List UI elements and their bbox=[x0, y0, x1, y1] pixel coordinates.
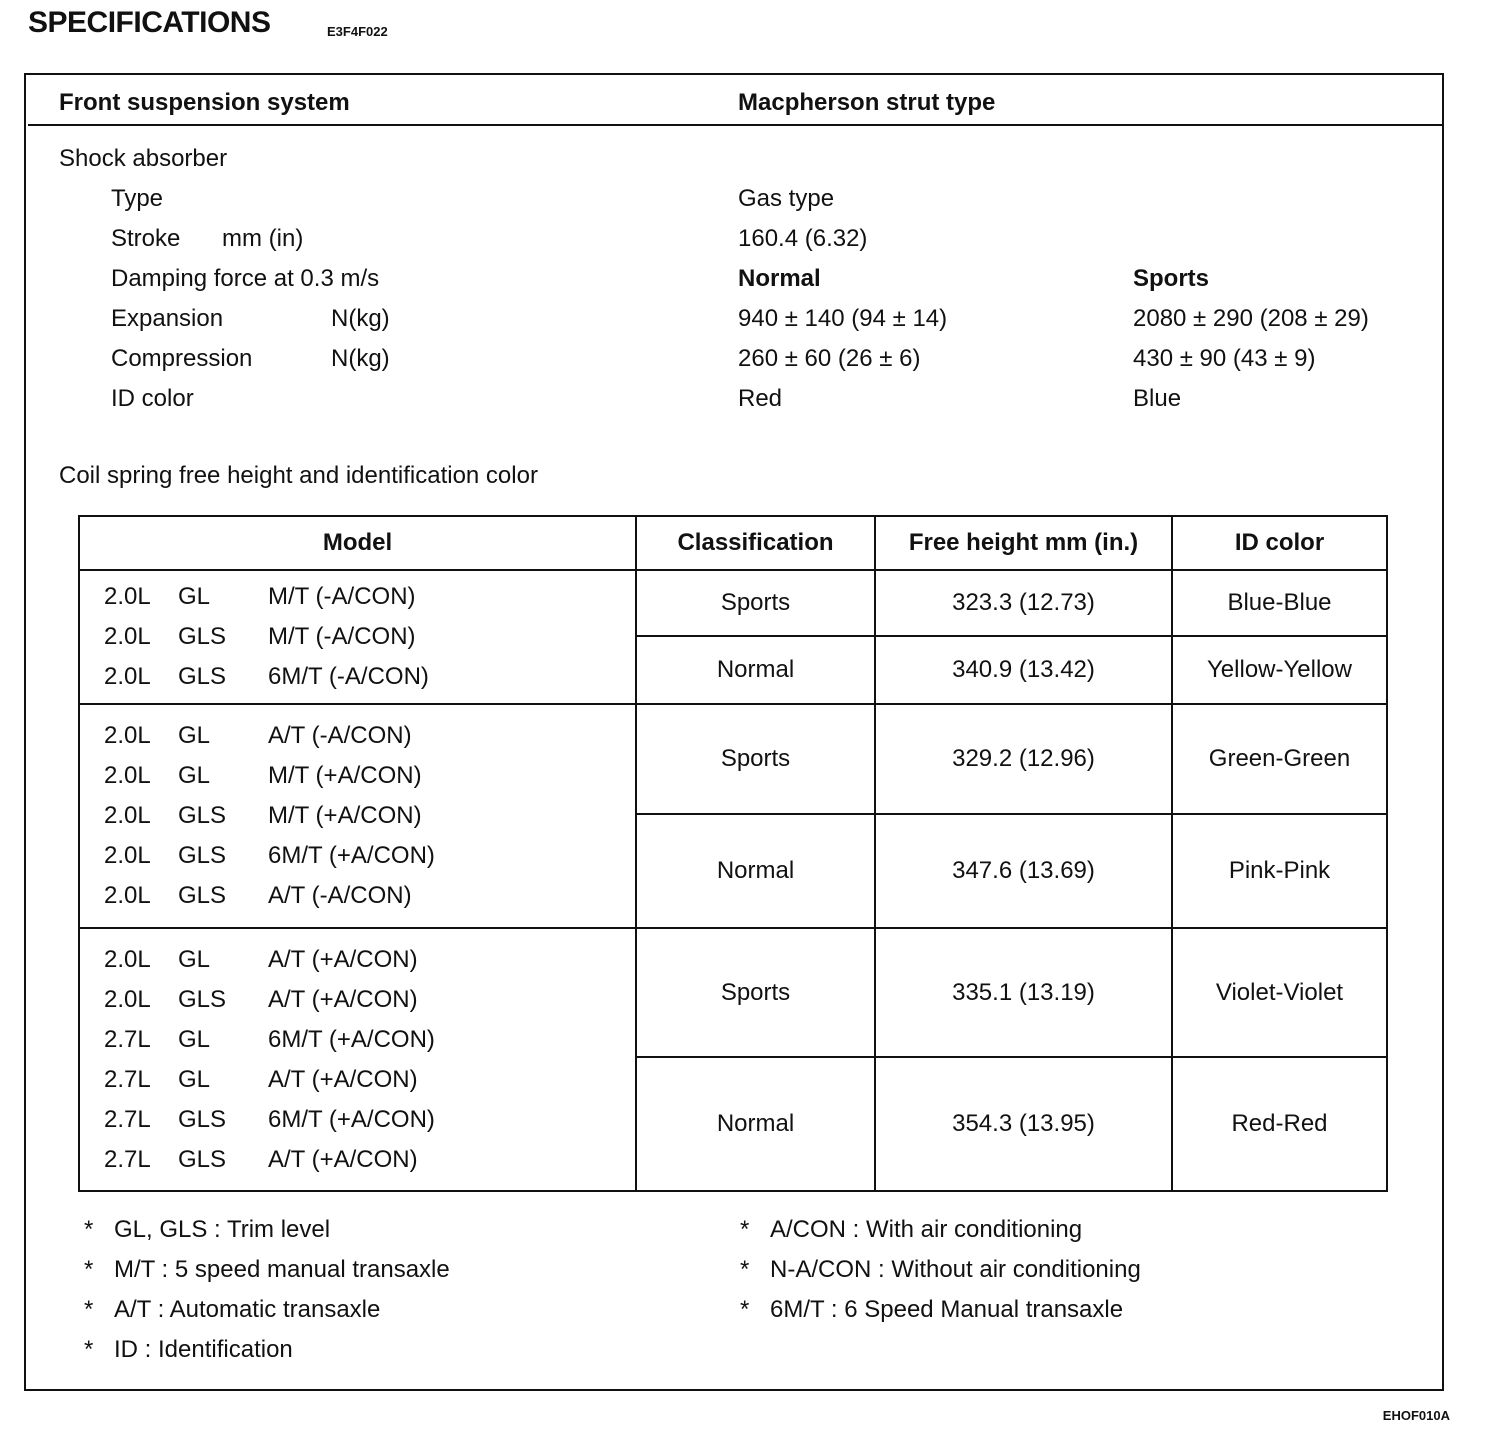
shock-stroke-unit: mm (in) bbox=[222, 225, 304, 252]
shock-stroke-label: Stroke bbox=[111, 225, 181, 252]
shock-col-sports: Sports bbox=[1133, 265, 1210, 292]
coil-heading: Coil spring free height and identification color bbox=[59, 462, 538, 489]
header-label: Front suspension system bbox=[59, 89, 350, 116]
note-item bbox=[84, 1216, 450, 1256]
model-transaxle: A/T (+A/CON) bbox=[268, 985, 418, 1013]
col-classification: Classification bbox=[636, 516, 875, 570]
id-color-cell: Yellow-Yellow bbox=[1172, 636, 1387, 704]
note-marker: * bbox=[740, 1256, 750, 1283]
note-text: GL, GLS : Trim level bbox=[114, 1216, 331, 1243]
shock-col-normal: Normal bbox=[738, 265, 821, 292]
shock-type-label: Type bbox=[111, 185, 164, 212]
model-line bbox=[104, 577, 635, 617]
shock-expansion-unit: N(kg) bbox=[331, 305, 390, 332]
shock-damping-label: Damping force at 0.3 m/s bbox=[111, 265, 380, 292]
note-marker: * bbox=[740, 1296, 750, 1323]
model-transaxle: A/T (+A/CON) bbox=[268, 1065, 418, 1093]
header-divider bbox=[28, 124, 1444, 126]
id-color-cell: Blue-Blue bbox=[1172, 570, 1387, 636]
page-title: SPECIFICATIONS bbox=[28, 6, 271, 39]
classification-cell: Normal bbox=[636, 636, 875, 704]
classification-cell: Normal bbox=[636, 814, 875, 928]
free-height-cell: 347.6 (13.69) bbox=[875, 814, 1172, 928]
model-transaxle: M/T (+A/CON) bbox=[268, 762, 422, 789]
classification-cell: Normal bbox=[636, 1057, 875, 1191]
col-id-color: ID color bbox=[1172, 516, 1387, 570]
model-transaxle: M/T (+A/CON) bbox=[268, 802, 422, 829]
model-transaxle: M/T (-A/CON) bbox=[268, 583, 416, 610]
model-cell bbox=[79, 928, 636, 1191]
shock-compression-normal: 260 ± 60 (26 ± 6) bbox=[738, 345, 921, 372]
note-marker: * bbox=[84, 1256, 94, 1283]
id-color-cell: Pink-Pink bbox=[1172, 814, 1387, 928]
model-trim: GL bbox=[178, 945, 211, 973]
col-model: Model bbox=[79, 516, 636, 570]
shock-type-value: Gas type bbox=[738, 185, 835, 212]
classification-cell: Sports bbox=[636, 928, 875, 1057]
model-cell bbox=[79, 570, 636, 704]
model-displacement: 2.7L bbox=[104, 1025, 151, 1053]
note-text: ID : Identification bbox=[114, 1336, 293, 1363]
id-color-cell: Green-Green bbox=[1172, 704, 1387, 814]
free-height-cell: 329.2 (12.96) bbox=[875, 704, 1172, 814]
model-displacement: 2.0L bbox=[104, 583, 151, 610]
model-trim: GLS bbox=[178, 1145, 227, 1173]
coil-header-row bbox=[79, 516, 1387, 570]
shock-compression-sports: 430 ± 90 (43 ± 9) bbox=[1133, 345, 1316, 372]
model-displacement: 2.0L bbox=[104, 802, 151, 829]
shock-expansion-label: Expansion bbox=[111, 305, 224, 332]
note-text: A/T : Automatic transaxle bbox=[114, 1296, 381, 1323]
shock-compression-label: Compression bbox=[111, 345, 253, 372]
model-displacement: 2.7L bbox=[104, 1145, 151, 1173]
model-line bbox=[104, 940, 635, 980]
model-displacement: 2.0L bbox=[104, 882, 151, 909]
note-text: 6M/T : 6 Speed Manual transaxle bbox=[770, 1296, 1124, 1323]
shock-compression-unit: N(kg) bbox=[331, 345, 390, 372]
model-trim: GLS bbox=[178, 842, 227, 869]
footer-code: EHOF010A bbox=[1382, 1408, 1450, 1423]
model-transaxle: A/T (-A/CON) bbox=[268, 722, 412, 749]
note-item bbox=[740, 1296, 1141, 1336]
shock-idcolor-sports: Blue bbox=[1133, 385, 1182, 412]
notes-left bbox=[84, 1216, 450, 1376]
model-displacement: 2.0L bbox=[104, 623, 151, 650]
model-line bbox=[104, 1140, 635, 1180]
model-line bbox=[104, 756, 635, 796]
model-line bbox=[104, 1100, 635, 1140]
model-displacement: 2.7L bbox=[104, 1065, 151, 1093]
note-item bbox=[740, 1216, 1141, 1256]
model-transaxle: 6M/T (-A/CON) bbox=[268, 663, 429, 690]
model-trim: GLS bbox=[178, 882, 227, 909]
model-transaxle: M/T (-A/CON) bbox=[268, 623, 416, 650]
id-color-cell: Red-Red bbox=[1172, 1057, 1387, 1191]
model-transaxle: A/T (-A/CON) bbox=[268, 882, 412, 909]
free-height-cell: 323.3 (12.73) bbox=[875, 570, 1172, 636]
model-cell bbox=[79, 704, 636, 928]
note-marker: * bbox=[84, 1296, 94, 1323]
model-transaxle: 6M/T (+A/CON) bbox=[268, 1105, 435, 1133]
model-trim: GL bbox=[178, 762, 211, 789]
id-color-cell: Violet-Violet bbox=[1172, 928, 1387, 1057]
model-displacement: 2.0L bbox=[104, 663, 151, 690]
model-trim: GLS bbox=[178, 663, 227, 690]
table-row bbox=[79, 570, 1387, 636]
note-item bbox=[740, 1256, 1141, 1296]
free-height-cell: 340.9 (13.42) bbox=[875, 636, 1172, 704]
shock-stroke-value: 160.4 (6.32) bbox=[738, 225, 868, 252]
table-row bbox=[79, 704, 1387, 814]
model-trim: GLS bbox=[178, 623, 227, 650]
classification-cell: Sports bbox=[636, 704, 875, 814]
model-displacement: 2.0L bbox=[104, 985, 151, 1013]
shock-expansion-sports: 2080 ± 290 (208 ± 29) bbox=[1133, 305, 1369, 332]
note-text: A/CON : With air conditioning bbox=[770, 1216, 1083, 1243]
note-item bbox=[84, 1296, 450, 1336]
model-line bbox=[104, 617, 635, 657]
header-value: Macpherson strut type bbox=[738, 89, 996, 116]
model-line bbox=[104, 716, 635, 756]
coil-spring-table bbox=[78, 515, 1388, 1192]
note-text: N-A/CON : Without air conditioning bbox=[770, 1256, 1141, 1283]
model-transaxle: 6M/T (+A/CON) bbox=[268, 842, 435, 869]
model-transaxle: 6M/T (+A/CON) bbox=[268, 1025, 435, 1053]
model-displacement: 2.0L bbox=[104, 842, 151, 869]
free-height-cell: 354.3 (13.95) bbox=[875, 1057, 1172, 1191]
model-trim: GL bbox=[178, 583, 211, 610]
model-trim: GLS bbox=[178, 1105, 227, 1133]
model-displacement: 2.0L bbox=[104, 762, 151, 789]
model-trim: GLS bbox=[178, 985, 227, 1013]
model-line bbox=[104, 657, 635, 697]
free-height-cell: 335.1 (13.19) bbox=[875, 928, 1172, 1057]
note-text: M/T : 5 speed manual transaxle bbox=[114, 1256, 450, 1283]
note-marker: * bbox=[740, 1216, 750, 1243]
shock-idcolor-normal: Red bbox=[738, 385, 783, 412]
model-displacement: 2.0L bbox=[104, 722, 151, 749]
model-displacement: 2.7L bbox=[104, 1105, 151, 1133]
title-code: E3F4F022 bbox=[327, 24, 388, 39]
model-line bbox=[104, 836, 635, 876]
shock-expansion-normal: 940 ± 140 (94 ± 14) bbox=[738, 305, 948, 332]
model-trim: GL bbox=[178, 1065, 211, 1093]
model-transaxle: A/T (+A/CON) bbox=[268, 945, 418, 973]
table-row bbox=[79, 928, 1387, 1057]
model-line bbox=[104, 876, 635, 916]
model-line bbox=[104, 1060, 635, 1100]
shock-heading: Shock absorber bbox=[59, 145, 228, 172]
notes-right bbox=[740, 1216, 1141, 1336]
shock-idcolor-label: ID color bbox=[111, 385, 194, 412]
model-line bbox=[104, 980, 635, 1020]
note-marker: * bbox=[84, 1336, 94, 1363]
coil-body bbox=[79, 570, 1387, 1191]
model-line bbox=[104, 796, 635, 836]
model-trim: GL bbox=[178, 722, 211, 749]
col-free-height: Free height mm (in.) bbox=[875, 516, 1172, 570]
model-displacement: 2.0L bbox=[104, 945, 151, 973]
classification-cell: Sports bbox=[636, 570, 875, 636]
note-item bbox=[84, 1336, 450, 1376]
model-line bbox=[104, 1020, 635, 1060]
note-item bbox=[84, 1256, 450, 1296]
model-transaxle: A/T (+A/CON) bbox=[268, 1145, 418, 1173]
model-trim: GL bbox=[178, 1025, 211, 1053]
model-trim: GLS bbox=[178, 802, 227, 829]
note-marker: * bbox=[84, 1216, 94, 1243]
